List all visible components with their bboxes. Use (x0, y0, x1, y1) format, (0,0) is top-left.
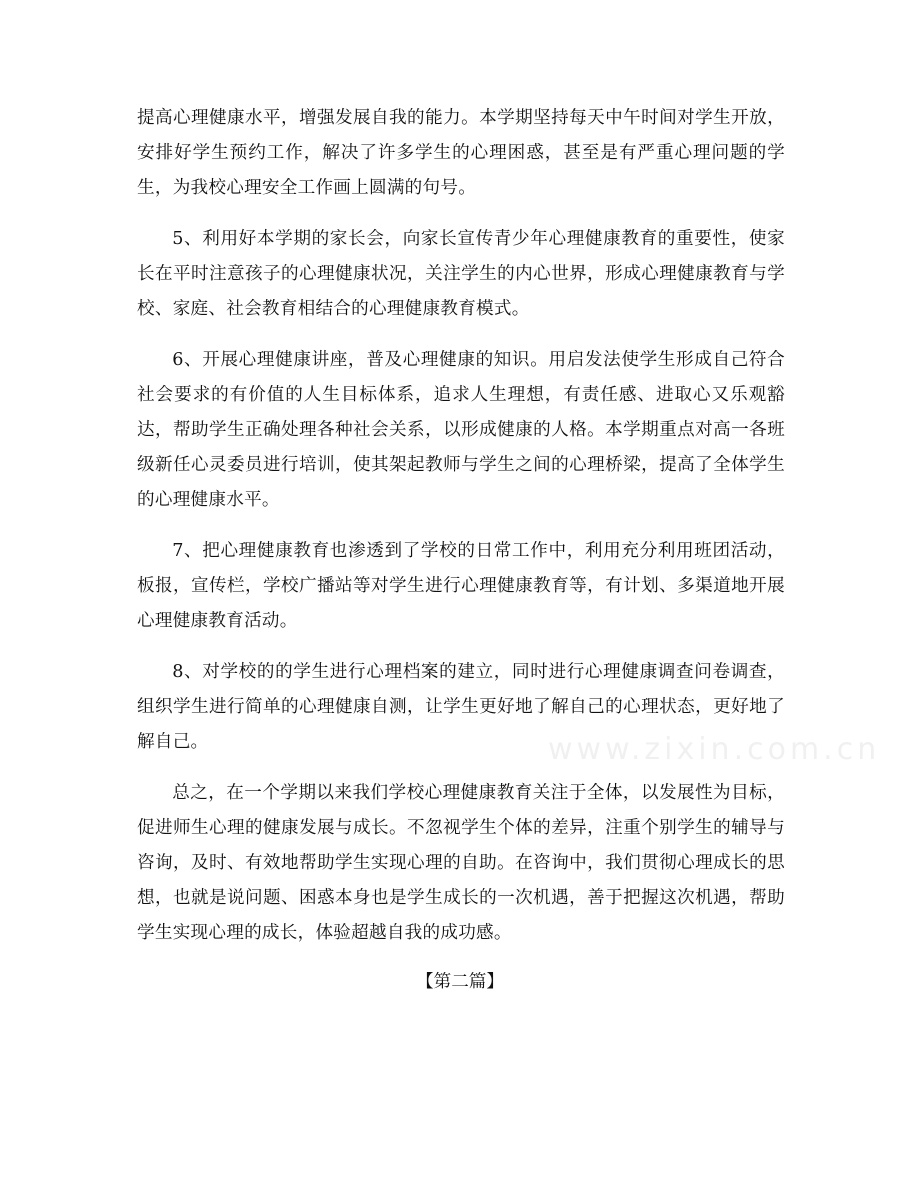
paragraph-item-7: 7、把心理健康教育也渗透到了学校的日常工作中，利用充分利用班团活动，板报，宣传栏，学校广播站等对学生进行心理健康教育等，有计划、多渠道地开展心理健康教育活动。 (137, 541, 785, 631)
paragraph-item-8: 8、对学校的的学生进行心理档案的建立，同时进行心理健康调查问卷调查，组织学生进行简单的心理健康自测，让学生更好地了解自己的心理状态，更好地了解自己。 (137, 662, 785, 752)
paragraph-item-6: 6、开展心理健康讲座，普及心理健康的知识。用启发法使学生形成自己符合社会要求的有价值的人生目标体系，追求人生理想，有责任感、进取心又乐观豁达，帮助学生正确处理各种社会关系，以形成健康的人格。本学期重点对高一各班级新任心灵委员进行培训，使其架起教师与学生之间的心理桥梁，提高了全体学生的心理健康水平。 (137, 350, 785, 510)
document-body (137, 101, 785, 951)
paragraph-summary: 总之，在一个学期以来我们学校心理健康教育关注于全体，以发展性为目标，促进师生心理的健康发展与成长。不忽视学生个体的差异，注重个别学生的辅导与咨询，及时、有效地帮助学生实现心理的自助。在咨询中，我们贯彻心理成长的思想，也就是说问题、困惑本身也是学生成长的一次机遇，善于把握这次机遇，帮助学生实现心理的成长，体验超越自我的成功感。 (137, 783, 785, 943)
section-heading: 【第二篇】 (416, 972, 504, 992)
paragraph-continued: 提高心理健康水平，增强发展自我的能力。本学期坚持每天中午时间对学生开放，安排好学生预约工作，解决了许多学生的心理困惑，甚至是有严重心理问题的学生，为我校心理安全工作画上圆满的句号。 (137, 108, 785, 198)
watermark: www.zixin.com.cn (548, 732, 881, 767)
paragraph-item-5: 5、利用好本学期的家长会，向家长宣传青少年心理健康教育的重要性，使家长在平时注意孩子的心理健康状况，关注学生的内心世界，形成心理健康教育与学校、家庭、社会教育相结合的心理健康教育模式。 (137, 229, 785, 319)
